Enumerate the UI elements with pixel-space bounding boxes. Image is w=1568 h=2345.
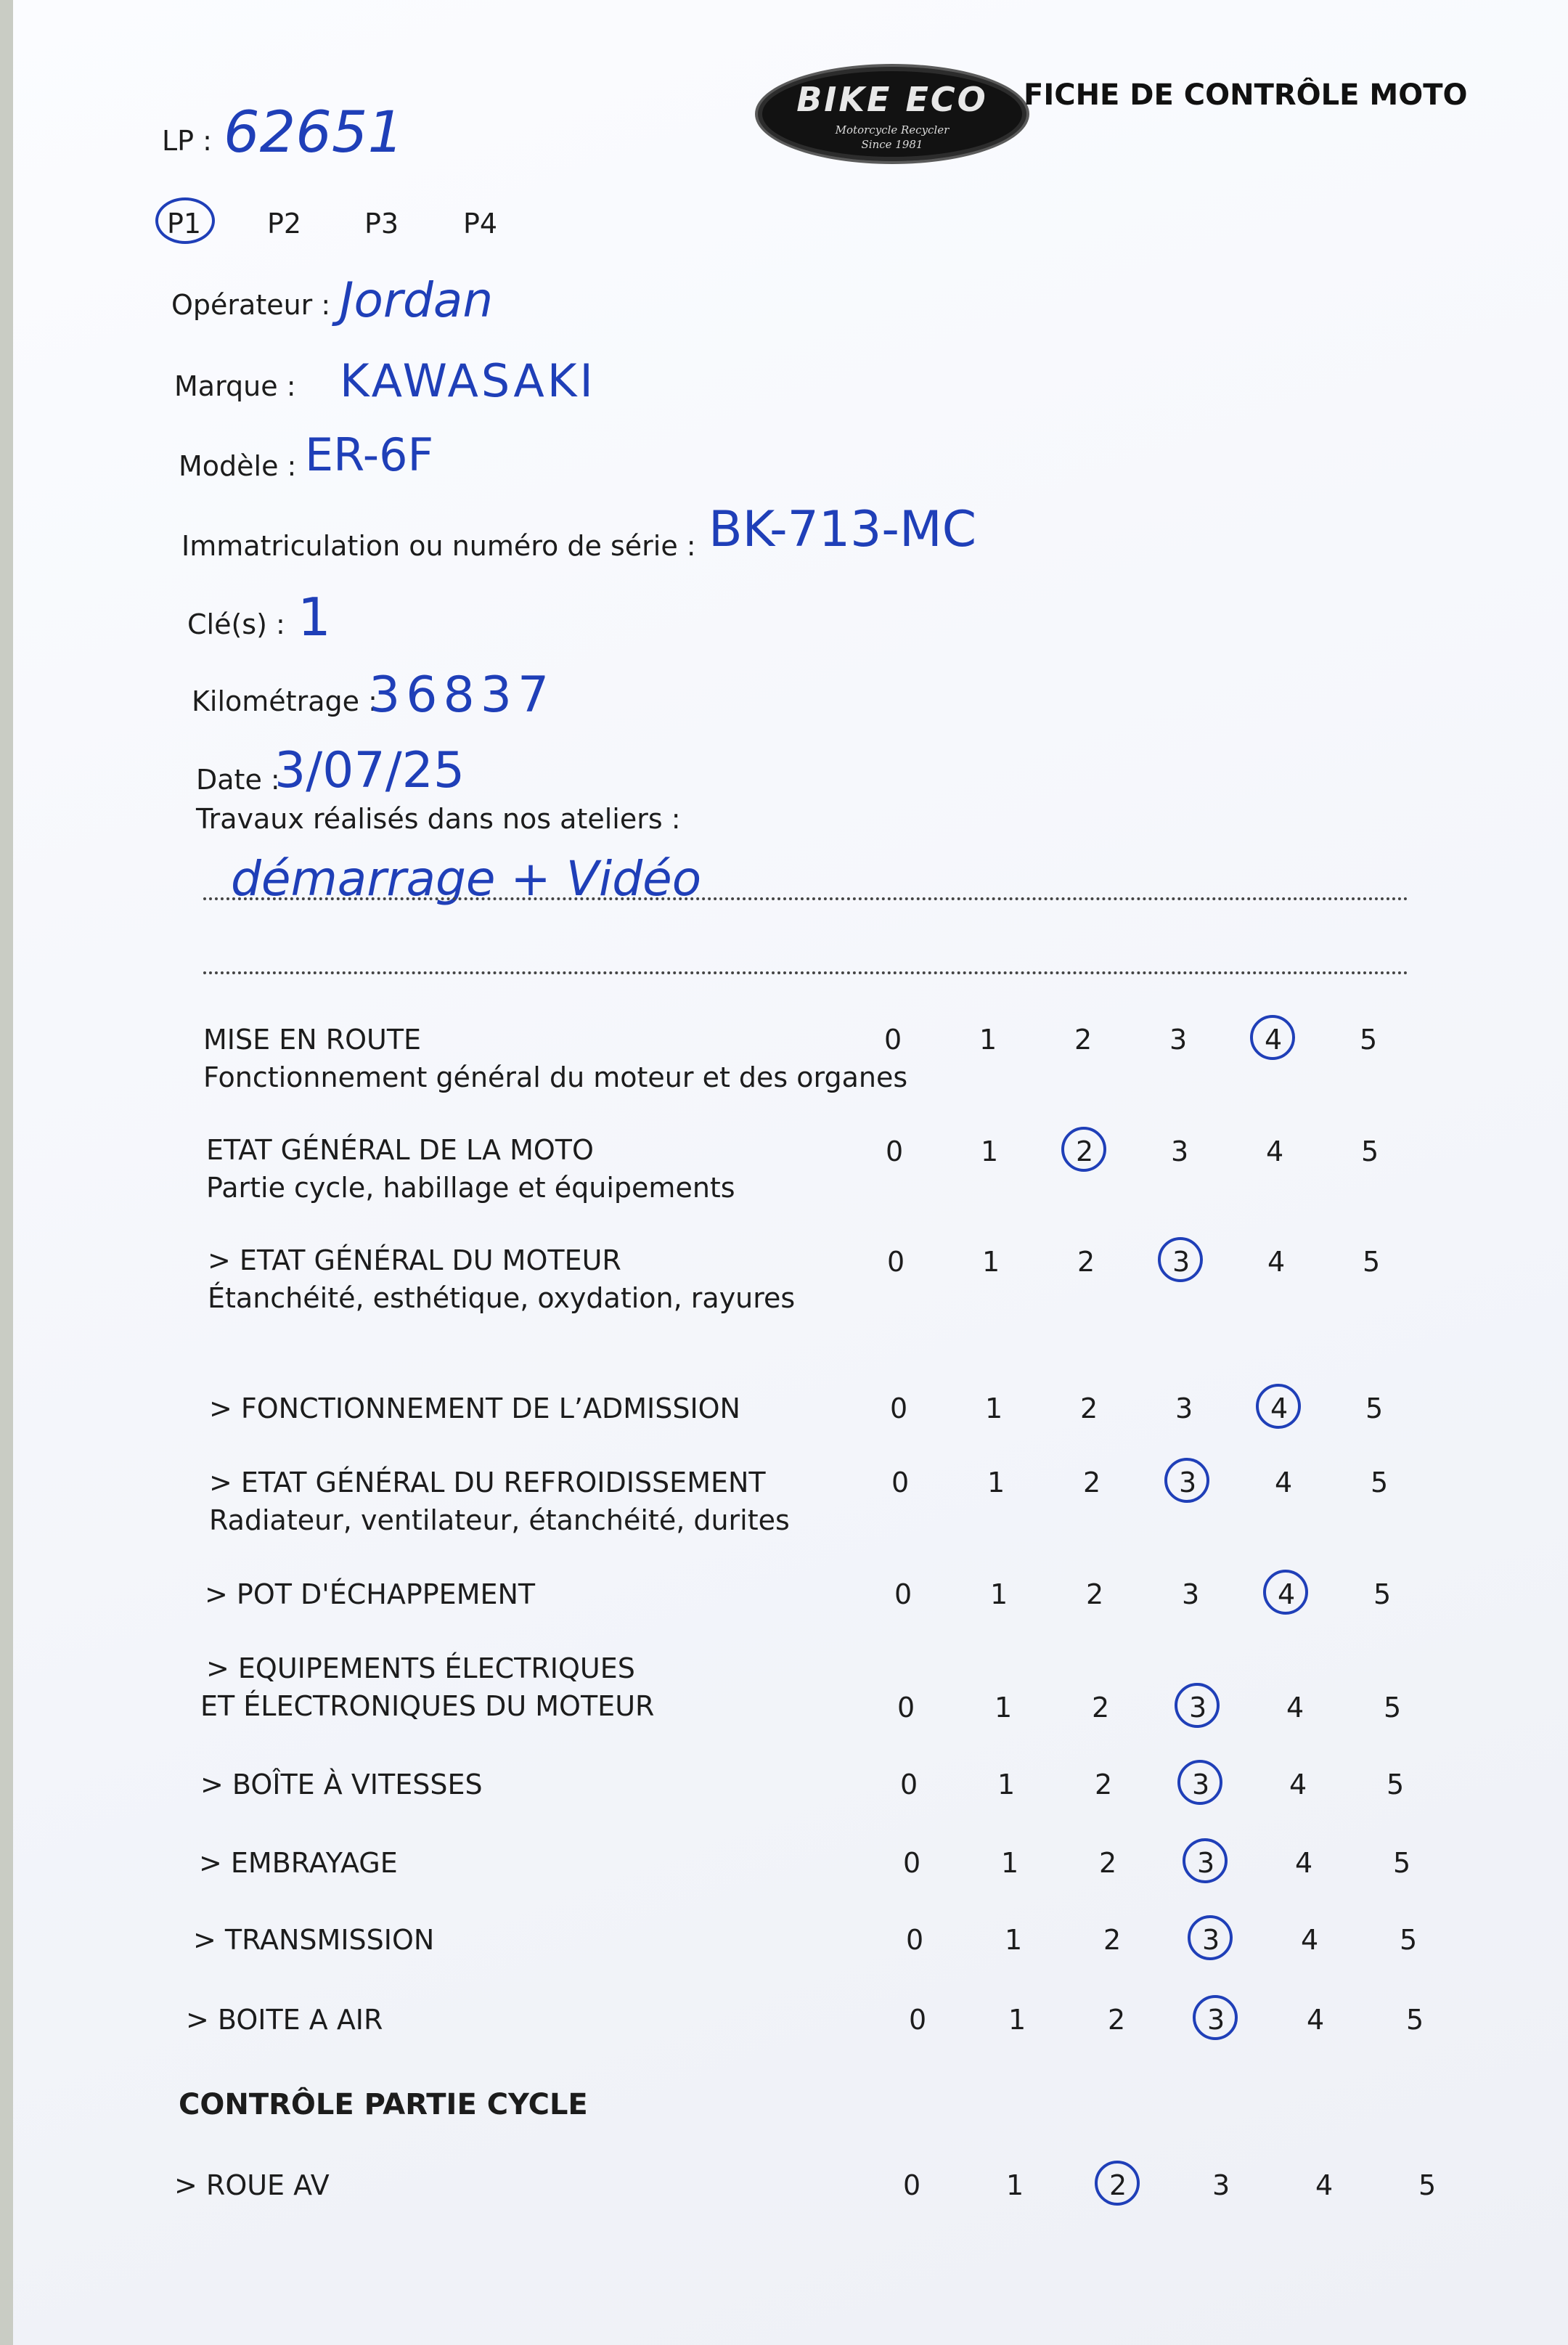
rating-row-score-5: 5 — [1365, 1392, 1384, 1424]
rating-row-score-4: 4 — [1266, 1135, 1284, 1167]
rating-row-selected-circle — [1256, 1384, 1301, 1429]
rating-row-label: > FONCTIONNEMENT DE L’ADMISSION — [209, 1392, 740, 1424]
rating-row-score-4: 4 — [1289, 1769, 1307, 1800]
rating-row-label: > BOITE A AIR — [186, 2004, 383, 2036]
rating-row-score-3: 3 — [1171, 1135, 1189, 1167]
rating-row-score-5: 5 — [1373, 1578, 1392, 1610]
rating-row-score-4: 4 — [1286, 1692, 1304, 1724]
rating-row-label: > EQUIPEMENTS ÉLECTRIQUES — [206, 1652, 635, 1684]
date-value: 3/07/25 — [274, 742, 465, 799]
rating-row-label: > POT D'ÉCHAPPEMENT — [205, 1578, 536, 1610]
rating-row-score-0: 0 — [884, 1024, 902, 1056]
immatriculation-value: BK-713-MC — [709, 501, 977, 558]
position-selected-circle — [155, 197, 215, 244]
rating-row-score-2: 2 — [1108, 2004, 1126, 2036]
rating-row-score-4: 4 — [1307, 2004, 1325, 2036]
rating-row-score-5: 5 — [1360, 1024, 1378, 1056]
rating-row-score-4: 4 — [1265, 1024, 1283, 1056]
rating-row-score-5: 5 — [1361, 1135, 1379, 1167]
rating-row-score-5: 5 — [1406, 2004, 1424, 2036]
rating-row-score-4: 4 — [1267, 1246, 1286, 1278]
operateur-value: Jordan — [340, 272, 494, 328]
bike-eco-logo — [755, 64, 1029, 164]
rating-row-selected-circle — [1177, 1760, 1222, 1805]
partie-cycle-row-score-3: 3 — [1212, 2169, 1230, 2201]
modele-value: ER-6F — [305, 428, 434, 481]
rating-row-sublabel: Partie cycle, habillage et équipements — [206, 1172, 735, 1204]
rating-row-score-2: 2 — [1076, 1135, 1094, 1167]
rating-row-score-2: 2 — [1077, 1246, 1095, 1278]
rating-row-score-1: 1 — [995, 1692, 1013, 1724]
lp-value: 62651 — [224, 100, 404, 166]
rating-row-score-5: 5 — [1371, 1467, 1389, 1498]
travaux-dotted-line-1 — [203, 897, 1408, 900]
rating-row-score-2: 2 — [1092, 1692, 1110, 1724]
marque-value: KAWASAKI — [340, 354, 596, 407]
rating-row-score-4: 4 — [1275, 1467, 1293, 1498]
rating-row-score-5: 5 — [1363, 1246, 1381, 1278]
rating-row-label: > TRANSMISSION — [193, 1924, 435, 1956]
rating-row-score-2: 2 — [1080, 1392, 1098, 1424]
rating-row-score-0: 0 — [900, 1769, 918, 1800]
rating-row-selected-circle — [1188, 1915, 1233, 1960]
rating-row-score-1: 1 — [1001, 1847, 1019, 1879]
rating-row-score-4: 4 — [1278, 1578, 1296, 1610]
position-option-p1: P1 — [167, 208, 202, 240]
rating-row-label: > ETAT GÉNÉRAL DU REFROIDISSEMENT — [209, 1467, 766, 1498]
partie-cycle-row-label: > ROUE AV — [174, 2169, 330, 2201]
travaux-label: Travaux réalisés dans nos ateliers : — [196, 803, 681, 835]
lp-label: LP : — [162, 125, 212, 157]
rating-row-label: > EMBRAYAGE — [199, 1847, 398, 1879]
position-option-p3: P3 — [364, 208, 399, 240]
rating-row-score-0: 0 — [903, 1847, 921, 1879]
rating-row-score-3: 3 — [1207, 2004, 1225, 2036]
rating-row-selected-circle — [1158, 1237, 1203, 1282]
rating-row-score-3: 3 — [1182, 1578, 1200, 1610]
rating-row-score-2: 2 — [1074, 1024, 1093, 1056]
travaux-value: démarrage + Vidéo — [231, 851, 702, 907]
position-option-p2: P2 — [267, 208, 302, 240]
rating-row-sublabel: Radiateur, ventilateur, étanchéité, durites — [209, 1504, 790, 1536]
rating-row-label: > BOÎTE À VITESSES — [200, 1769, 483, 1800]
rating-row-score-0: 0 — [894, 1578, 912, 1610]
rating-row-label: MISE EN ROUTE — [203, 1024, 422, 1056]
rating-row-score-4: 4 — [1295, 1847, 1313, 1879]
rating-row-score-2: 2 — [1095, 1769, 1113, 1800]
rating-row-selected-circle — [1193, 1995, 1238, 2040]
partie-cycle-row-score-4: 4 — [1315, 2169, 1334, 2201]
rating-row-selected-circle — [1175, 1683, 1220, 1728]
kilometrage-value: 36837 — [369, 666, 555, 724]
rating-row-score-0: 0 — [909, 2004, 927, 2036]
travaux-dotted-line-2 — [203, 971, 1408, 974]
rating-row-score-0: 0 — [897, 1692, 915, 1724]
position-option-p4: P4 — [463, 208, 498, 240]
rating-row-label: > ETAT GÉNÉRAL DU MOTEUR — [208, 1244, 621, 1276]
rating-row-sublabel: ET ÉLECTRONIQUES DU MOTEUR — [200, 1690, 655, 1722]
rating-row-score-3: 3 — [1169, 1024, 1188, 1056]
rating-row-score-5: 5 — [1400, 1924, 1418, 1956]
rating-row-score-1: 1 — [985, 1392, 1003, 1424]
operateur-label: Opérateur : — [171, 289, 331, 321]
cles-label: Clé(s) : — [187, 608, 285, 640]
rating-row-score-2: 2 — [1086, 1578, 1104, 1610]
rating-row-score-1: 1 — [987, 1467, 1005, 1498]
control-sheet — [13, 0, 1568, 2345]
rating-row-score-1: 1 — [1008, 2004, 1026, 2036]
rating-row-score-0: 0 — [887, 1246, 905, 1278]
rating-row-score-1: 1 — [981, 1135, 999, 1167]
rating-row-label: ETAT GÉNÉRAL DE LA MOTO — [206, 1134, 594, 1166]
marque-label: Marque : — [174, 370, 296, 402]
form-title: FICHE DE CONTRÔLE MOTO — [1024, 78, 1468, 112]
rating-row-sublabel: Étanchéité, esthétique, oxydation, rayures — [208, 1282, 796, 1314]
rating-row-score-1: 1 — [982, 1246, 1000, 1278]
date-label: Date : — [196, 764, 280, 796]
rating-row-score-4: 4 — [1301, 1924, 1319, 1956]
partie-cycle-row-score-1: 1 — [1006, 2169, 1024, 2201]
rating-row-score-1: 1 — [997, 1769, 1016, 1800]
rating-row-score-2: 2 — [1103, 1924, 1122, 1956]
rating-row-score-0: 0 — [890, 1392, 908, 1424]
logo-since: Since 1981 — [861, 138, 923, 151]
rating-row-score-3: 3 — [1172, 1246, 1191, 1278]
rating-row-selected-circle — [1183, 1838, 1228, 1883]
kilometrage-label: Kilométrage : — [192, 685, 377, 717]
rating-row-score-3: 3 — [1192, 1769, 1210, 1800]
partie-cycle-row-selected-circle — [1095, 2161, 1140, 2206]
section-partie-cycle-title: CONTRÔLE PARTIE CYCLE — [179, 2088, 588, 2121]
partie-cycle-row-score-2: 2 — [1109, 2169, 1127, 2201]
modele-label: Modèle : — [179, 450, 297, 482]
logo-tagline: Motorcycle Recycler — [835, 123, 950, 136]
rating-row-score-5: 5 — [1384, 1692, 1402, 1724]
rating-row-selected-circle — [1061, 1127, 1106, 1172]
rating-row-selected-circle — [1164, 1458, 1209, 1503]
partie-cycle-row-score-0: 0 — [903, 2169, 921, 2201]
cles-value: 1 — [298, 587, 331, 648]
rating-row-selected-circle — [1250, 1015, 1295, 1060]
rating-row-score-3: 3 — [1197, 1847, 1215, 1879]
rating-row-score-1: 1 — [990, 1578, 1008, 1610]
logo-brand: BIKE ECO — [796, 80, 988, 119]
rating-row-score-0: 0 — [891, 1467, 910, 1498]
rating-row-score-3: 3 — [1202, 1924, 1220, 1956]
rating-row-score-5: 5 — [1387, 1769, 1405, 1800]
partie-cycle-row-score-5: 5 — [1418, 2169, 1437, 2201]
rating-row-score-0: 0 — [906, 1924, 924, 1956]
rating-row-score-5: 5 — [1393, 1847, 1411, 1879]
rating-row-sublabel: Fonctionnement général du moteur et des organes — [203, 1061, 908, 1093]
rating-row-score-4: 4 — [1270, 1392, 1289, 1424]
rating-row-score-1: 1 — [979, 1024, 997, 1056]
rating-row-score-2: 2 — [1099, 1847, 1117, 1879]
rating-row-score-3: 3 — [1175, 1392, 1193, 1424]
rating-row-score-2: 2 — [1083, 1467, 1101, 1498]
rating-row-score-0: 0 — [886, 1135, 904, 1167]
rating-row-score-3: 3 — [1179, 1467, 1197, 1498]
rating-row-score-3: 3 — [1189, 1692, 1207, 1724]
rating-row-selected-circle — [1263, 1570, 1308, 1615]
rating-row-score-1: 1 — [1005, 1924, 1023, 1956]
immatriculation-label: Immatriculation ou numéro de série : — [181, 530, 696, 562]
